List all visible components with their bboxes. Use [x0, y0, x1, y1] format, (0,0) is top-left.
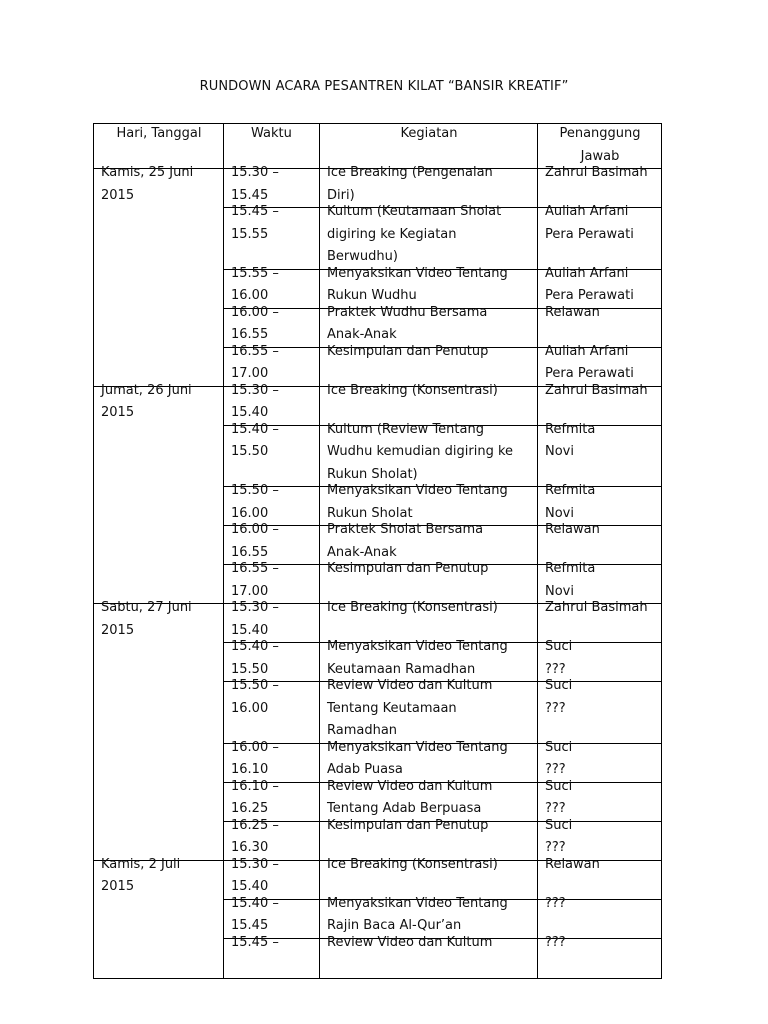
activity-cell: Ice Breaking (Konsentrasi) — [320, 604, 538, 643]
time-cell: 16.55 – 17.00 — [224, 347, 320, 386]
pic-cell: Suci ??? — [538, 682, 662, 744]
time-cell: 16.00 – 16.55 — [224, 526, 320, 565]
pic-cell: Suci ??? — [538, 643, 662, 682]
time-cell: 16.00 – 16.55 — [224, 308, 320, 347]
activity-cell: Praktek Sholat Bersama Anak-Anak — [320, 526, 538, 565]
document-title: RUNDOWN ACARA PESANTREN KILAT “BANSIR KREATIF” — [199, 79, 569, 94]
activity-cell: Ice Breaking (Konsentrasi) — [320, 860, 538, 899]
pic-cell: Relawan — [538, 526, 662, 565]
header-day: Hari, Tanggal — [94, 124, 224, 169]
time-cell: 15.50 – 16.00 — [224, 682, 320, 744]
time-cell: 15.40 – 15.50 — [224, 425, 320, 487]
activity-cell: Praktek Wudhu Bersama Anak-Anak — [320, 308, 538, 347]
pic-cell: Suci ??? — [538, 782, 662, 821]
activity-cell: Kesimpulan dan Penutup — [320, 821, 538, 860]
header-activity: Kegiatan — [320, 124, 538, 169]
activity-cell: Menyaksikan Video Tentang Adab Puasa — [320, 743, 538, 782]
schedule-body — [94, 165, 662, 979]
activity-cell: Ice Breaking (Pengenalan Diri) — [320, 169, 538, 208]
time-cell: 15.40 – 15.50 — [224, 643, 320, 682]
activity-cell: Kesimpulan dan Penutup — [320, 565, 538, 604]
activity-cell: Menyaksikan Video Tentang Keutamaan Ramadhan — [320, 643, 538, 682]
activity-cell: Review Video dan Kultum — [320, 938, 538, 978]
activity-cell: Menyaksikan Video Tentang Rukun Sholat — [320, 487, 538, 526]
pic-cell: Zahrul Basimah — [538, 604, 662, 643]
time-cell: 15.45 – — [224, 938, 320, 978]
pic-cell: Zahrul Basimah — [538, 386, 662, 425]
activity-cell: Review Video dan Kultum Tentang Keutamaan Ramadhan — [320, 682, 538, 744]
pic-cell: Relawan — [538, 308, 662, 347]
day-cell: Kamis, 2 Juli 2015 — [94, 860, 224, 978]
pic-cell: Suci ??? — [538, 743, 662, 782]
time-cell: 16.10 – 16.25 — [224, 782, 320, 821]
pic-cell: Auliah Arfani Pera Perawati — [538, 208, 662, 270]
time-cell: 16.55 – 17.00 — [224, 565, 320, 604]
time-cell: 15.30 – 15.40 — [224, 604, 320, 643]
pic-cell: Auliah Arfani Pera Perawati — [538, 269, 662, 308]
day-cell: Sabtu, 27 Juni 2015 — [94, 604, 224, 861]
activity-cell: Review Video dan Kultum Tentang Adab Berpuasa — [320, 782, 538, 821]
time-cell: 15.45 – 15.55 — [224, 208, 320, 270]
time-cell: 16.25 – 16.30 — [224, 821, 320, 860]
time-cell: 15.55 – 16.00 — [224, 269, 320, 308]
pic-cell: Suci ??? — [538, 821, 662, 860]
header-time: Waktu — [224, 124, 320, 169]
pic-cell: Auliah Arfani Pera Perawati — [538, 347, 662, 386]
time-cell: 15.40 – 15.45 — [224, 899, 320, 938]
activity-cell: Menyaksikan Video Tentang Rukun Wudhu — [320, 269, 538, 308]
header-pic: Penanggung Jawab — [538, 124, 662, 169]
activity-cell: Menyaksikan Video Tentang Rajin Baca Al-Qur’an — [320, 899, 538, 938]
pic-cell: Refmita Novi — [538, 565, 662, 604]
time-cell: 15.30 – 15.40 — [224, 860, 320, 899]
time-cell: 15.30 – 15.40 — [224, 386, 320, 425]
time-cell: 15.50 – 16.00 — [224, 487, 320, 526]
pic-cell: Relawan — [538, 860, 662, 899]
time-cell: 16.00 – 16.10 — [224, 743, 320, 782]
pic-cell: ??? — [538, 899, 662, 938]
pic-cell: Zahrul Basimah — [538, 169, 662, 208]
activity-cell: Ice Breaking (Konsentrasi) — [320, 386, 538, 425]
activity-cell: Kultum (Review Tentang Wudhu kemudian digiring ke Rukun Sholat) — [320, 425, 538, 487]
time-cell: 15.30 – 15.45 — [224, 169, 320, 208]
activity-cell: Kultum (Keutamaan Sholat digiring ke Kegiatan Berwudhu) — [320, 208, 538, 270]
pic-cell: Refmita Novi — [538, 487, 662, 526]
pic-cell: Refmita Novi — [538, 425, 662, 487]
day-cell: Kamis, 25 Juni 2015 — [94, 169, 224, 387]
day-cell: Jumat, 26 Juni 2015 — [94, 386, 224, 604]
activity-cell: Kesimpulan dan Penutup — [320, 347, 538, 386]
schedule-table — [93, 123, 662, 979]
pic-cell: ??? — [538, 938, 662, 978]
